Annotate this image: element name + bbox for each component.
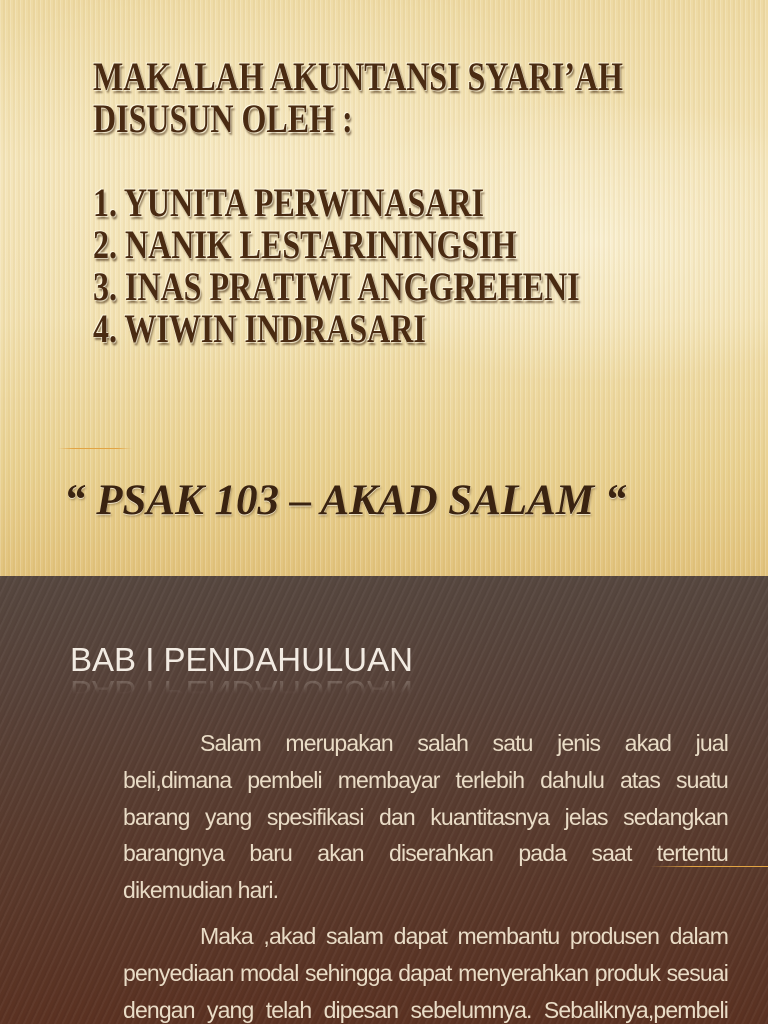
paragraph-line: Maka ,akad salam dapat membantu produsen dalam: [200, 923, 728, 949]
author-item: 1. YUNITA PERWINASARI: [93, 180, 484, 225]
title-block: [93, 56, 763, 350]
slide-subtitle: “ PSAK 103 – AKAD SALAM “: [64, 477, 627, 524]
paragraph-line: barang yang spesifikasi dan kuantitasnya jelas sedangkan: [123, 803, 728, 830]
paragraph-line: barangnya baru akan diserahkan pada saat tertentu: [123, 840, 728, 867]
author-item: 4. WIWIN INDRASARI: [93, 306, 426, 351]
paragraph-line: Salam merupakan salah satu jenis akad jual: [200, 730, 728, 756]
paragraph-1: [123, 725, 728, 909]
paragraph-line: dikemudian hari.: [123, 877, 279, 903]
paragraph-line: penyediaan modal sehingga dapat menyerahkan produk sesuai: [123, 959, 728, 986]
prepared-by-label: DISUSUN OLEH :: [93, 96, 353, 141]
paragraph-2: [123, 918, 728, 1024]
accent-line-right: [650, 866, 768, 867]
section-title: BAB I PENDAHULUAN: [70, 641, 413, 678]
content-slide: [0, 576, 768, 1024]
author-item: 2. NANIK LESTARININGSIH: [93, 222, 517, 267]
author-list: [93, 182, 763, 350]
author-item: 3. INAS PRATIWI ANGGREHENI: [93, 264, 580, 309]
paragraph-line: beli,dimana pembeli membayar terlebih dahulu atas suatu: [123, 766, 728, 793]
paper-title: MAKALAH AKUNTANSI SYARI’AH: [93, 54, 623, 99]
paragraph-line: dengan yang telah dipesan sebelumnya. Sebaliknya,pembeli: [123, 996, 728, 1023]
body-text: [123, 725, 728, 1024]
accent-divider-line: [58, 448, 132, 449]
